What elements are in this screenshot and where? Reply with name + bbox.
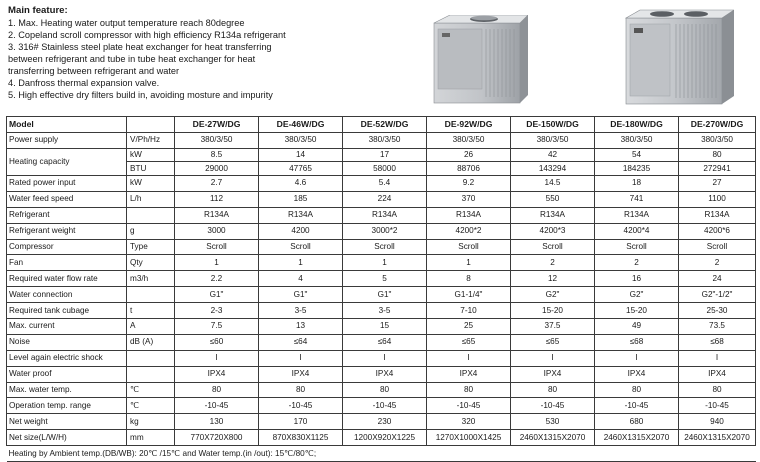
feature-line: 5. High effective dry filters build in, avoiding mosture and impurity [8, 90, 273, 100]
table-row [7, 148, 756, 162]
feature-line: 2. Copeland scroll compressor with high efficiency R134a refrigerant [8, 30, 286, 40]
table-row [7, 191, 756, 207]
table-cell: 680 [595, 414, 679, 430]
table-cell: R134A [595, 207, 679, 223]
table-cell: 80 [259, 382, 343, 398]
model-name: DE-27W/DG [175, 117, 259, 133]
table-row [7, 175, 756, 191]
table-cell: ≤64 [259, 334, 343, 350]
table-cell: -10-45 [511, 398, 595, 414]
table-cell: 49 [595, 318, 679, 334]
row-label: Fan [7, 255, 127, 271]
table-cell: I [343, 350, 427, 366]
footnote-row [7, 446, 756, 462]
table-row [7, 414, 756, 430]
table-cell: 1270X1000X1425 [427, 430, 511, 446]
table-cell: -10-45 [427, 398, 511, 414]
table-cell: 73.5 [679, 318, 756, 334]
table-cell: 42 [511, 148, 595, 162]
table-cell: 7-10 [427, 303, 511, 319]
table-cell: 370 [427, 191, 511, 207]
table-cell: 3000 [175, 223, 259, 239]
row-label: Max. water temp. [7, 382, 127, 398]
table-cell: R134A [511, 207, 595, 223]
table-cell: ≤60 [175, 334, 259, 350]
table-cell: G1" [175, 287, 259, 303]
table-cell: I [511, 350, 595, 366]
large-heat-pump-unit-image [622, 8, 734, 108]
table-cell: ≤65 [427, 334, 511, 350]
row-unit: m3/h [127, 271, 175, 287]
row-unit: dB (A) [127, 334, 175, 350]
table-cell: 380/3/50 [679, 132, 756, 148]
row-unit: Type [127, 239, 175, 255]
table-cell: 272941 [679, 162, 756, 176]
small-heat-pump-unit-image [428, 15, 528, 107]
row-unit [127, 287, 175, 303]
table-cell: 770X720X800 [175, 430, 259, 446]
table-row [7, 382, 756, 398]
table-cell: 80 [595, 382, 679, 398]
table-cell: 8.5 [175, 148, 259, 162]
table-cell: 170 [259, 414, 343, 430]
model-name: DE-46W/DG [259, 117, 343, 133]
row-unit: mm [127, 430, 175, 446]
row-unit: g [127, 223, 175, 239]
row-unit: ℃ [127, 382, 175, 398]
row-label: Water connection [7, 287, 127, 303]
table-cell: 8 [427, 271, 511, 287]
table-cell: 7.5 [175, 318, 259, 334]
main-feature-title: Main feature: [8, 5, 68, 16]
table-cell: 4200*2 [427, 223, 511, 239]
table-cell: 14.5 [511, 175, 595, 191]
table-row [7, 334, 756, 350]
row-unit: ℃ [127, 398, 175, 414]
table-row [7, 239, 756, 255]
table-cell: 380/3/50 [343, 132, 427, 148]
table-cell: 37.5 [511, 318, 595, 334]
row-unit: A [127, 318, 175, 334]
unit-header [127, 117, 175, 133]
table-cell: Scroll [175, 239, 259, 255]
model-name: DE-92W/DG [427, 117, 511, 133]
row-unit [127, 350, 175, 366]
table-row [7, 350, 756, 366]
table-cell: 26 [427, 148, 511, 162]
table-cell: ≤68 [595, 334, 679, 350]
table-cell: 12 [511, 271, 595, 287]
specification-table [6, 116, 756, 462]
main-feature-section [8, 5, 418, 101]
table-cell: 320 [427, 414, 511, 430]
table-cell: -10-45 [343, 398, 427, 414]
table-cell: 4200 [259, 223, 343, 239]
table-cell: 5 [343, 271, 427, 287]
table-cell: I [175, 350, 259, 366]
table-cell: 3-5 [343, 303, 427, 319]
row-label: Max. current [7, 318, 127, 334]
table-cell: 1 [259, 255, 343, 271]
table-cell: 4200*6 [679, 223, 756, 239]
table-cell: 15 [343, 318, 427, 334]
table-cell: Scroll [679, 239, 756, 255]
row-label: Refrigerant weight [7, 223, 127, 239]
table-cell: 143294 [511, 162, 595, 176]
table-cell: IPX4 [175, 366, 259, 382]
table-row [7, 303, 756, 319]
table-cell: R134A [175, 207, 259, 223]
table-cell: 380/3/50 [595, 132, 679, 148]
row-label: Heating capacity [7, 148, 127, 175]
table-cell: R134A [427, 207, 511, 223]
table-cell: 25-30 [679, 303, 756, 319]
table-cell: 3000*2 [343, 223, 427, 239]
table-header-row [7, 117, 756, 133]
table-row [7, 398, 756, 414]
table-cell: -10-45 [259, 398, 343, 414]
row-label: Net weight [7, 414, 127, 430]
table-cell: 530 [511, 414, 595, 430]
table-cell: 1 [427, 255, 511, 271]
row-unit [127, 207, 175, 223]
row-label: Water feed speed [7, 191, 127, 207]
table-cell: 5.4 [343, 175, 427, 191]
table-cell: IPX4 [343, 366, 427, 382]
table-cell: G2"-1/2" [679, 287, 756, 303]
table-row [7, 271, 756, 287]
feature-line: 3. 316# Stainless steel plate heat exchanger for heat transferring [8, 42, 272, 52]
row-label: Power supply [7, 132, 127, 148]
table-cell: 2.7 [175, 175, 259, 191]
table-cell: 27 [679, 175, 756, 191]
table-cell: 14 [259, 148, 343, 162]
table-cell: R134A [259, 207, 343, 223]
table-cell: 741 [595, 191, 679, 207]
table-cell: Scroll [511, 239, 595, 255]
table-cell: G1-1/4" [427, 287, 511, 303]
row-label: Operation temp. range [7, 398, 127, 414]
row-label: Required water flow rate [7, 271, 127, 287]
row-label: Refrigerant [7, 207, 127, 223]
table-cell: 15-20 [595, 303, 679, 319]
table-cell: 24 [679, 271, 756, 287]
table-cell: 184235 [595, 162, 679, 176]
model-name: DE-180W/DG [595, 117, 679, 133]
table-cell: 80 [175, 382, 259, 398]
table-row [7, 255, 756, 271]
table-row [7, 132, 756, 148]
table-cell: Scroll [595, 239, 679, 255]
table-cell: 550 [511, 191, 595, 207]
table-cell: ≤64 [343, 334, 427, 350]
table-cell: 380/3/50 [259, 132, 343, 148]
row-label: Noise [7, 334, 127, 350]
row-unit: kW [127, 175, 175, 191]
table-cell: 80 [427, 382, 511, 398]
table-cell: 2460X1315X2070 [511, 430, 595, 446]
table-cell: -10-45 [175, 398, 259, 414]
table-cell: IPX4 [679, 366, 756, 382]
table-cell: I [259, 350, 343, 366]
table-cell: IPX4 [427, 366, 511, 382]
table-cell: G2" [511, 287, 595, 303]
table-cell: 9.2 [427, 175, 511, 191]
table-cell: 17 [343, 148, 427, 162]
table-cell: 940 [679, 414, 756, 430]
table-cell: G1" [259, 287, 343, 303]
table-cell: 1100 [679, 191, 756, 207]
table-cell: 3-5 [259, 303, 343, 319]
table-cell: 2 [511, 255, 595, 271]
row-label: Water proof [7, 366, 127, 382]
table-cell: 2-3 [175, 303, 259, 319]
table-cell: -10-45 [679, 398, 756, 414]
row-unit: kW [127, 148, 175, 162]
row-label: Compressor [7, 239, 127, 255]
table-cell: 2460X1315X2070 [679, 430, 756, 446]
table-cell: 870X830X1125 [259, 430, 343, 446]
table-cell: I [679, 350, 756, 366]
table-cell: 2 [679, 255, 756, 271]
table-cell: 112 [175, 191, 259, 207]
table-cell: I [427, 350, 511, 366]
table-cell: IPX4 [511, 366, 595, 382]
table-cell: 88706 [427, 162, 511, 176]
table-row [7, 318, 756, 334]
table-cell: R134A [679, 207, 756, 223]
table-cell: 1 [343, 255, 427, 271]
table-cell: 130 [175, 414, 259, 430]
table-cell: 380/3/50 [511, 132, 595, 148]
table-cell: 4200*3 [511, 223, 595, 239]
table-cell: Scroll [427, 239, 511, 255]
table-cell: Scroll [259, 239, 343, 255]
row-unit: t [127, 303, 175, 319]
model-name: DE-150W/DG [511, 117, 595, 133]
table-cell: 47765 [259, 162, 343, 176]
model-name: DE-270W/DG [679, 117, 756, 133]
table-cell: R134A [343, 207, 427, 223]
table-cell: 13 [259, 318, 343, 334]
table-cell: 18 [595, 175, 679, 191]
feature-line: between refrigerant and tube in tube heat exchanger for heat [8, 54, 256, 64]
table-cell: 25 [427, 318, 511, 334]
row-unit: L/h [127, 191, 175, 207]
table-row [7, 430, 756, 446]
table-cell: 4 [259, 271, 343, 287]
row-unit: Qty [127, 255, 175, 271]
row-unit: V/Ph/Hz [127, 132, 175, 148]
table-cell: 2 [595, 255, 679, 271]
table-cell: -10-45 [595, 398, 679, 414]
table-cell: 80 [511, 382, 595, 398]
table-cell: G2" [595, 287, 679, 303]
feature-line: transferring between refrigerant and water [8, 66, 180, 76]
table-cell: 15-20 [511, 303, 595, 319]
row-label: Rated power input [7, 175, 127, 191]
footnote: Heating by Ambient temp.(DB/WB): 20℃ /15℃ and Water temp.(in /out): 15℃/80℃; [7, 446, 756, 462]
table-cell: 80 [679, 148, 756, 162]
feature-line: 4. Danfross thermal expansion valve. [8, 78, 160, 88]
table-cell: 224 [343, 191, 427, 207]
table-cell: 4.6 [259, 175, 343, 191]
table-cell: 230 [343, 414, 427, 430]
model-header: Model [7, 117, 127, 133]
table-cell: IPX4 [595, 366, 679, 382]
table-cell: I [595, 350, 679, 366]
table-cell: 4200*4 [595, 223, 679, 239]
table-row [7, 366, 756, 382]
table-cell: 185 [259, 191, 343, 207]
table-cell: 380/3/50 [427, 132, 511, 148]
row-label: Net size(L/W/H) [7, 430, 127, 446]
table-cell: ≤68 [679, 334, 756, 350]
table-cell: 1 [175, 255, 259, 271]
table-cell: IPX4 [259, 366, 343, 382]
model-name: DE-52W/DG [343, 117, 427, 133]
row-label: Required tank cubage [7, 303, 127, 319]
row-unit [127, 366, 175, 382]
table-cell: 80 [679, 382, 756, 398]
table-row [7, 207, 756, 223]
row-unit: kg [127, 414, 175, 430]
row-unit: BTU [127, 162, 175, 176]
table-cell: G1" [343, 287, 427, 303]
table-cell: ≤65 [511, 334, 595, 350]
feature-line: 1. Max. Heating water output temperature reach 80degree [8, 18, 245, 28]
table-cell: 2.2 [175, 271, 259, 287]
table-cell: 1200X920X1225 [343, 430, 427, 446]
table-row [7, 287, 756, 303]
table-cell: 29000 [175, 162, 259, 176]
table-cell: 380/3/50 [175, 132, 259, 148]
table-cell: 2460X1315X2070 [595, 430, 679, 446]
table-cell: 80 [343, 382, 427, 398]
table-cell: 16 [595, 271, 679, 287]
table-cell: Scroll [343, 239, 427, 255]
table-cell: 54 [595, 148, 679, 162]
table-row [7, 223, 756, 239]
table-cell: 58000 [343, 162, 427, 176]
row-label: Level again electric shock [7, 350, 127, 366]
